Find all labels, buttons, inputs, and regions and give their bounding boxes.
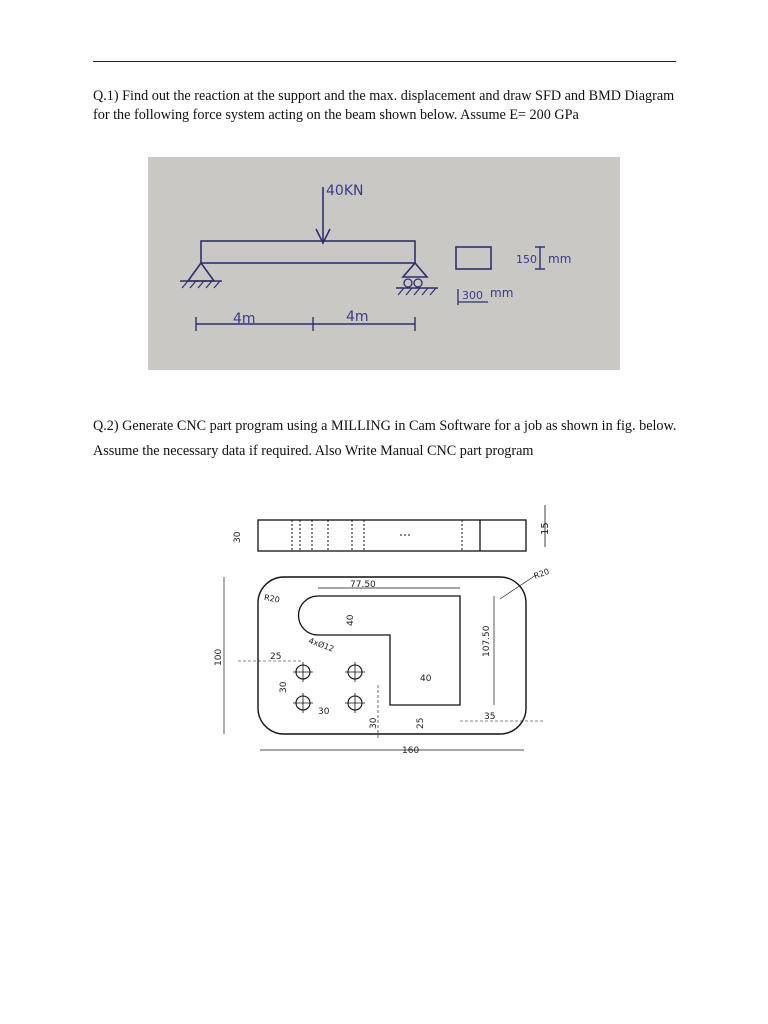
width-unit: mm [490, 286, 514, 300]
right-height-label: 107.50 [482, 625, 492, 657]
depth-value: 150 [516, 253, 537, 266]
hole-x-label: 25 [270, 652, 282, 662]
header-rule [93, 61, 676, 62]
pocket-bottom-label: 25 [416, 717, 426, 729]
corner-radius-label: R20 [532, 566, 551, 581]
slot-width-label: 77.50 [350, 580, 376, 590]
right-edge-label: 35 [484, 712, 496, 722]
thickness-side-label: 30 [233, 531, 243, 543]
beam-sketch-photo [148, 157, 620, 370]
hole-callout: 4xØ12 [307, 636, 336, 654]
width-value: 300 [462, 289, 483, 302]
depth-unit: mm [548, 252, 572, 266]
bottom-offset-label: 30 [369, 717, 379, 729]
pocket-width-label: 40 [420, 674, 432, 684]
thickness-top-label: 15 [540, 522, 551, 535]
question-2-text: Q.2) Generate CNC part program using a MILLING in Cam Software for a job as shown in fig. below. Assume the necessary data if required. Also Write Manual CNC part program [93, 418, 677, 459]
load-label: 40KN [326, 183, 364, 199]
span-left-label: 4m [233, 311, 256, 327]
hole-pitch-x-label: 30 [318, 707, 330, 717]
slot-depth-label: 40 [346, 614, 356, 626]
question-1-text: Q.1) Find out the reaction at the support and the max. displacement and draw SFD and BMD Diagram for the following force system acting on the beam shown below. Assume E= 200 GPa [93, 88, 675, 123]
slot-radius-label: R20 [263, 593, 281, 605]
length-label: 160 [402, 746, 420, 756]
hole-pitch-y-label: 30 [279, 681, 289, 693]
height-label: 100 [214, 648, 224, 666]
cnc-part-drawing [200, 495, 570, 765]
span-right-label: 4m [346, 309, 369, 325]
